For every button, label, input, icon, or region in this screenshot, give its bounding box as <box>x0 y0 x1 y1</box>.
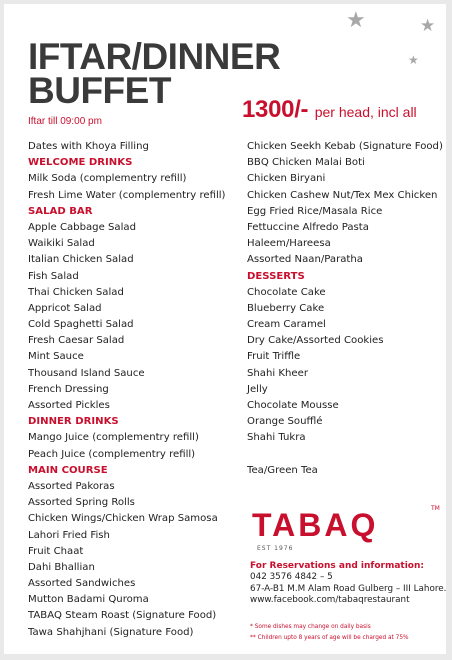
menu-item: Chicken Wings/Chicken Wrap Samosa <box>28 513 218 525</box>
menu-item: Dates with Khoya Filling <box>28 141 149 152</box>
menu-item: Chocolate Cake <box>247 286 326 298</box>
menu-item: Lahori Fried Fish <box>28 529 110 541</box>
menu-column-right <box>247 139 443 479</box>
menu-item: Assorted Spring Rolls <box>28 497 135 509</box>
trademark-mark: TM <box>431 505 440 512</box>
menu-item: Blueberry Cake <box>247 302 325 314</box>
menu-item: BBQ Chicken Malai Boti <box>247 157 365 169</box>
menu-item: Fresh Lime Water (complementry refill) <box>28 189 226 201</box>
menu-item: French Dressing <box>28 383 109 395</box>
menu-item: Cold Spaghetti Salad <box>28 319 134 331</box>
contact-website[interactable]: www.facebook.com/tabaqrestaurant <box>250 595 410 605</box>
menu-item: Mango Juice (complementry refill) <box>28 432 199 444</box>
menu-item: Jelly <box>247 383 268 395</box>
menu-section-heading: DINNER DRINKS <box>28 416 119 428</box>
menu-item: Cream Caramel <box>247 319 326 331</box>
star-icon: ★ <box>408 53 419 67</box>
menu-item: Italian Chicken Salad <box>28 254 134 266</box>
menu-item: Assorted Pickles <box>28 400 110 411</box>
contact-heading: For Reservations and information: <box>250 561 424 571</box>
menu-item: Fresh Caesar Salad <box>28 335 125 347</box>
menu-section-heading: MAIN COURSE <box>28 464 108 476</box>
menu-item: Mutton Badami Quroma <box>28 594 149 606</box>
menu-item: Chicken Cashew Nut/Tex Mex Chicken <box>247 189 438 201</box>
menu-item: Appricot Salad <box>28 302 102 314</box>
menu-item: Chocolate Mousse <box>247 400 339 411</box>
established-year: EST 1976 <box>257 545 294 552</box>
spacer <box>247 447 443 463</box>
menu-item: Waikiki Salad <box>28 238 95 250</box>
menu-item: Mint Sauce <box>28 351 84 363</box>
contact-address: 67-A-B1 M.M Alam Road Gulberg – III Lahore. <box>250 583 446 594</box>
price-unit: per head, incl all <box>314 104 417 120</box>
menu-item: Dry Cake/Assorted Cookies <box>247 335 384 347</box>
menu-item: Tawa Shahjhani (Signature Food) <box>28 626 194 638</box>
menu-item: Thousand Island Sauce <box>28 367 145 379</box>
price-tag <box>242 96 417 124</box>
title-line-1: IFTAR/DINNER <box>28 36 281 77</box>
contact-block <box>250 561 446 607</box>
menu-item: Fruit Triffle <box>247 351 301 363</box>
menu-item: Assorted Naan/Paratha <box>247 254 363 266</box>
menu-item: Dahi Bhallian <box>28 561 95 573</box>
menu-item: Thai Chicken Salad <box>28 286 124 298</box>
tabaq-logo: TABAQ <box>252 507 379 543</box>
star-icon: ★ <box>420 16 436 36</box>
menu-item: Egg Fried Rice/Masala Rice <box>247 205 383 217</box>
buffet-flyer <box>4 4 446 654</box>
menu-item: Fish Salad <box>28 270 79 282</box>
menu-item: Shahi Tukra <box>247 432 306 444</box>
menu-section-heading: WELCOME DRINKS <box>28 157 133 169</box>
iftar-timing: Iftar till 09:00 pm <box>28 116 102 127</box>
footnote-children-charge: ** Children upto 8 years of age will be charged at 75% <box>250 635 409 641</box>
price-amount: 1300/- <box>242 96 309 123</box>
contact-phone[interactable]: 042 3576 4842 – 5 <box>250 572 333 582</box>
menu-item: Tea/Green Tea <box>247 464 318 476</box>
menu-section-heading: DESSERTS <box>247 270 305 282</box>
menu-item: Assorted Sandwiches <box>28 578 136 590</box>
menu-item: Apple Cabbage Salad <box>28 221 136 233</box>
menu-item: Peach Juice (complementry refill) <box>28 448 196 460</box>
footnote-daily-change: * Some dishes may change on daily basis <box>250 624 371 630</box>
footnotes <box>250 622 446 644</box>
menu-item: TABAQ Steam Roast (Signature Food) <box>28 610 217 622</box>
menu-item: Assorted Pakoras <box>28 480 115 492</box>
menu-item: Shahi Kheer <box>247 367 308 379</box>
star-icon: ★ <box>346 8 366 33</box>
menu-column-left <box>28 139 226 641</box>
menu-section-heading: SALAD BAR <box>28 205 93 217</box>
menu-item: Fruit Chaat <box>28 545 84 557</box>
menu-item: Haleem/Hareesa <box>247 238 331 250</box>
menu-item: Chicken Biryani <box>247 173 326 185</box>
menu-item: Orange Soufflé <box>247 416 323 428</box>
menu-item: Fettuccine Alfredo Pasta <box>247 221 369 233</box>
menu-item: Chicken Seekh Kebab (Signature Food) <box>247 141 443 152</box>
title-line-2: BUFFET <box>28 70 171 111</box>
menu-item: Milk Soda (complementry refill) <box>28 173 187 185</box>
